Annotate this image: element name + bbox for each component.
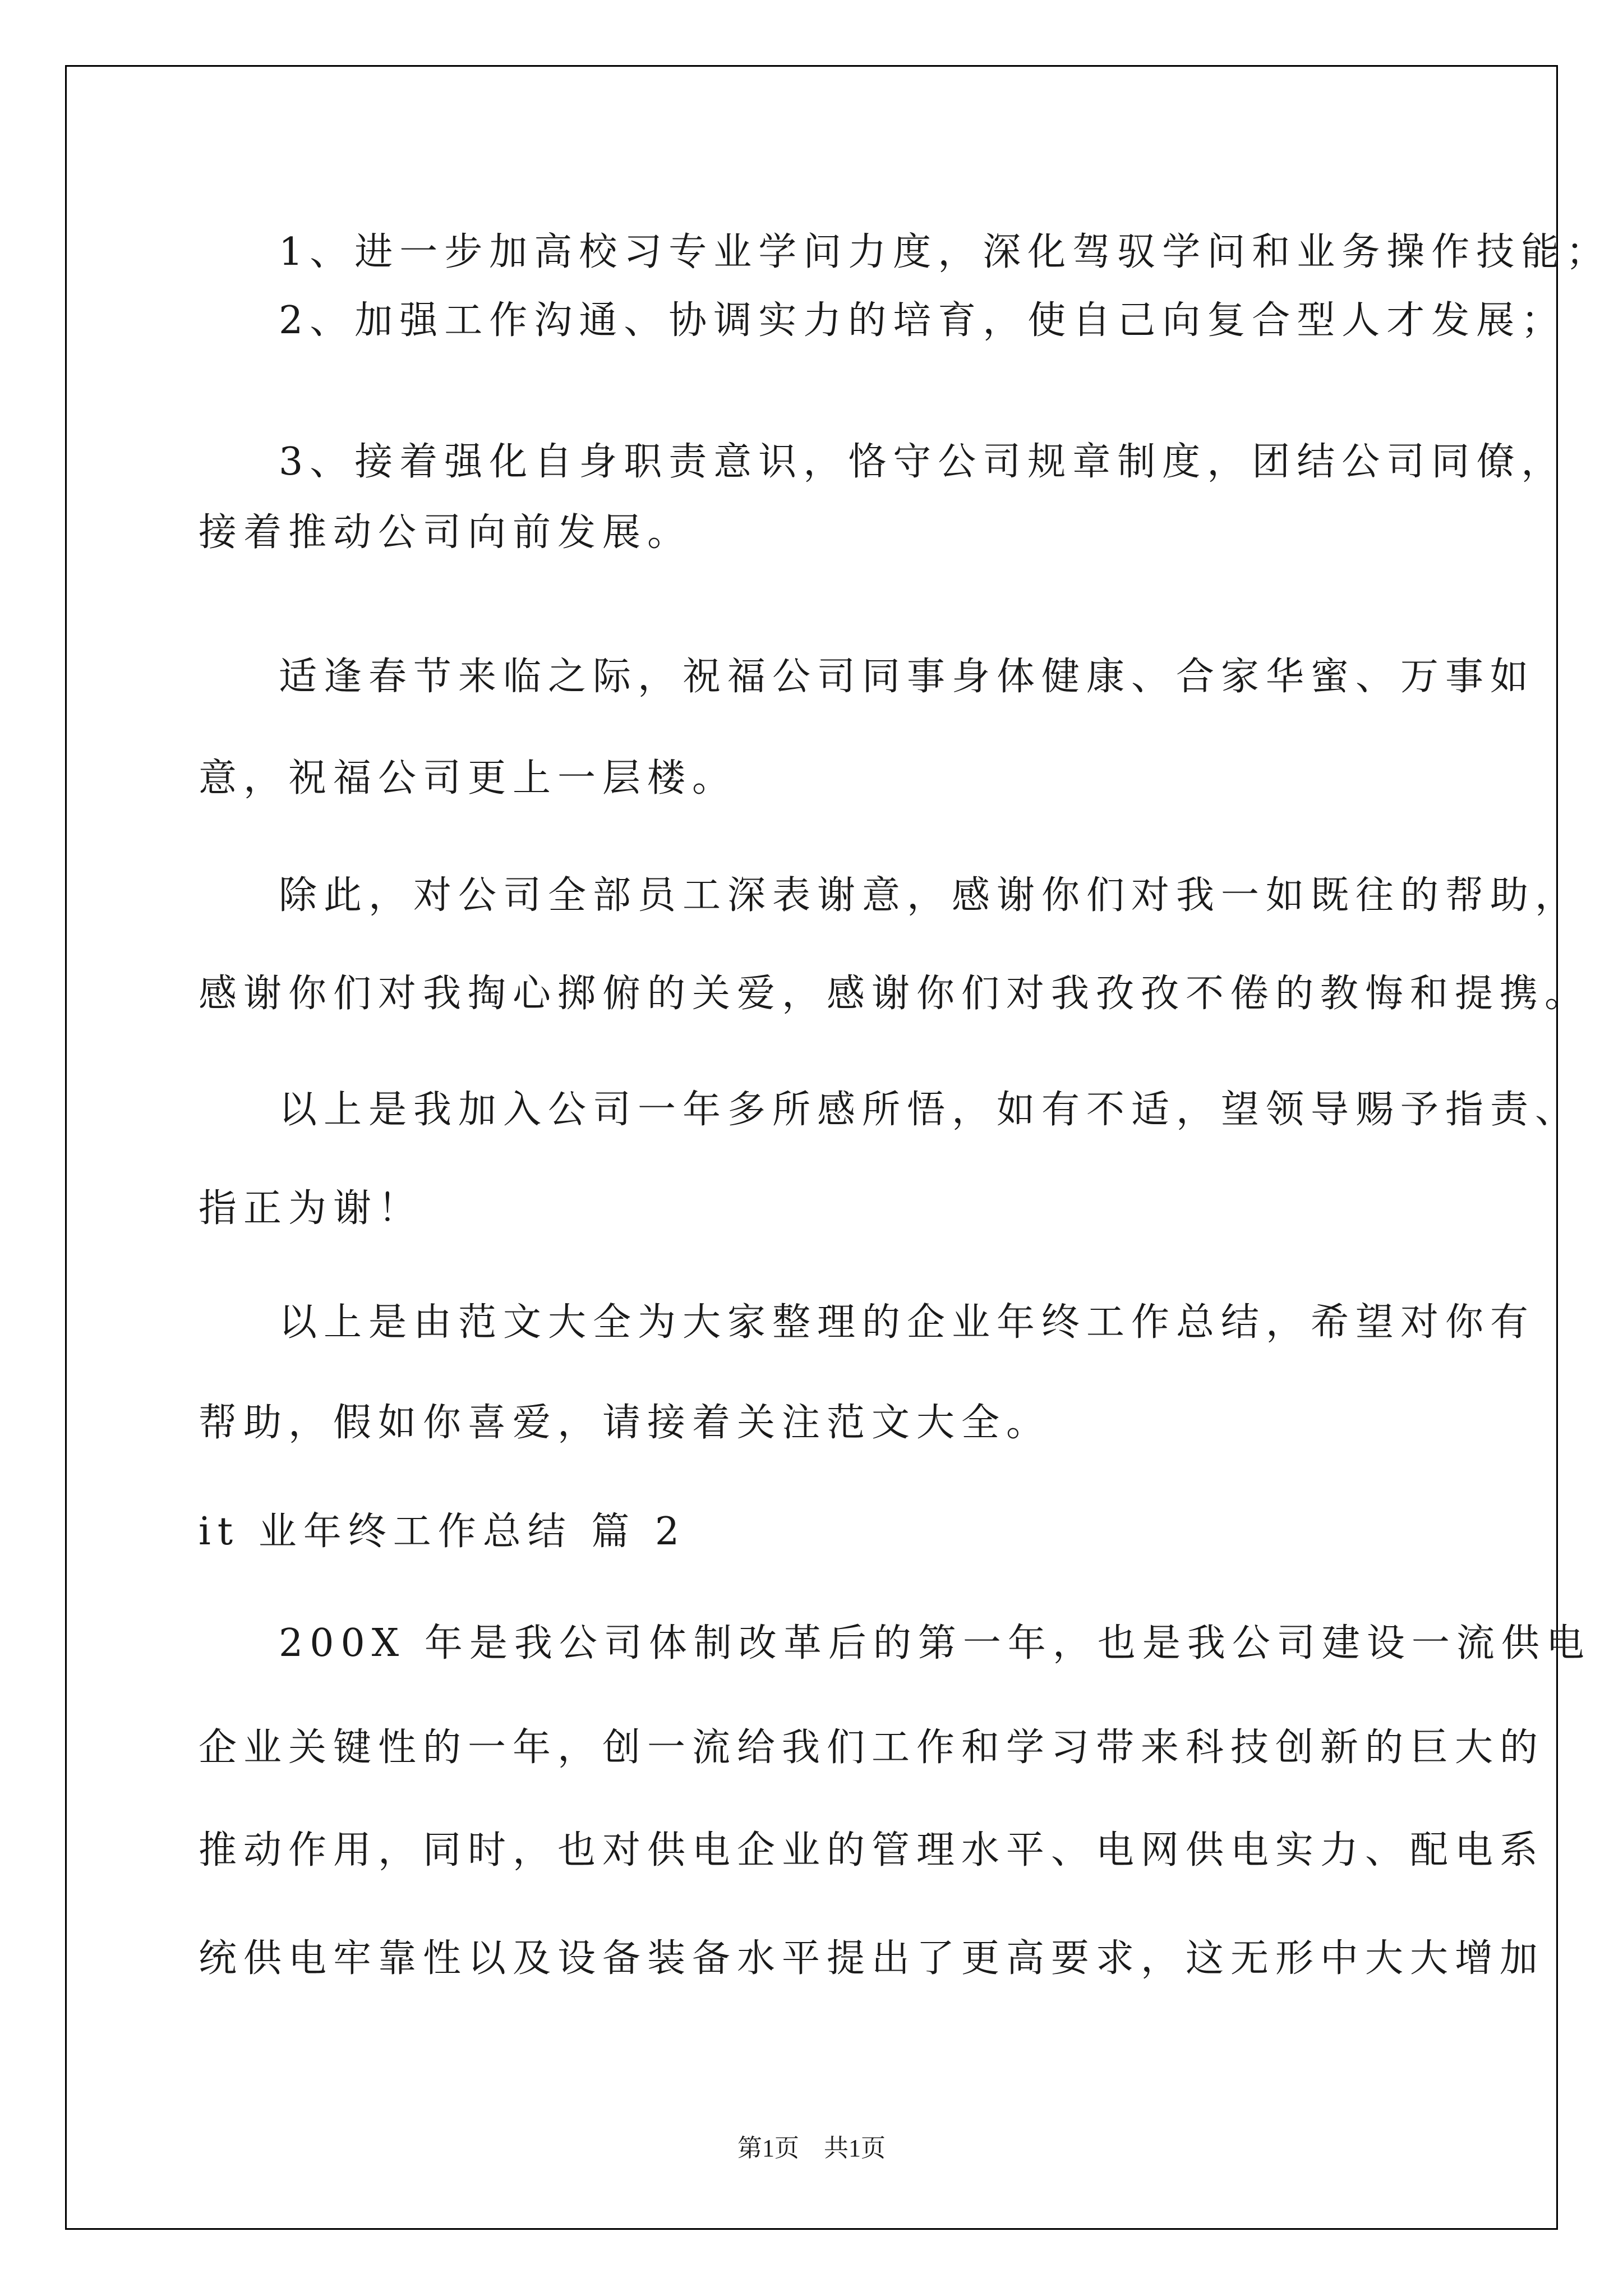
text-line: 统供电牢靠性以及设备装备水平提出了更高要求，这无形中大大增加 bbox=[199, 1936, 1545, 1981]
text-line: 感谢你们对我掏心掷俯的关爱，感谢你们对我孜孜不倦的教悔和提携。 bbox=[199, 972, 1590, 1016]
text-line: 2、加强工作沟通、协调实力的培育，使自己向复合型人才发展； bbox=[279, 298, 1566, 343]
text-line: 3、接着强化自身职责意识，恪守公司规章制度，团结公司同僚， bbox=[279, 440, 1566, 484]
section-heading: it 业年终工作总结 篇 2 bbox=[199, 1510, 686, 1554]
page-border bbox=[65, 65, 1558, 2230]
text-line: 推动作用，同时，也对供电企业的管理水平、电网供电实力、配电系 bbox=[199, 1828, 1545, 1872]
page-footer: 第1页 共1页 bbox=[737, 2134, 886, 2162]
text-line: 意，祝福公司更上一层楼。 bbox=[199, 756, 737, 800]
text-line: 1、进一步加高校习专业学问力度，深化驾驭学问和业务操作技能； bbox=[279, 230, 1611, 274]
text-line: 指正为谢！ bbox=[199, 1186, 423, 1231]
text-line: 企业关键性的一年，创一流给我们工作和学习带来科技创新的巨大的 bbox=[199, 1726, 1545, 1770]
text-line: 接着推动公司向前发展。 bbox=[199, 510, 693, 555]
text-line: 除此，对公司全部员工深表谢意，感谢你们对我一如既往的帮助， bbox=[279, 873, 1580, 918]
text-line: 适逢春节来临之际，祝福公司同事身体健康、合家华蜜、万事如 bbox=[279, 655, 1536, 699]
text-line: 200X 年是我公司体制改革后的第一年，也是我公司建设一流供电 bbox=[279, 1621, 1591, 1665]
text-line: 帮助，假如你喜爱，请接着关注范文大全。 bbox=[199, 1401, 1052, 1445]
text-line: 以上是我加入公司一年多所感所悟，如有不适，望领导赐予指责、 bbox=[279, 1088, 1580, 1132]
text-line: 以上是由范文大全为大家整理的企业年终工作总结，希望对你有 bbox=[279, 1300, 1536, 1345]
